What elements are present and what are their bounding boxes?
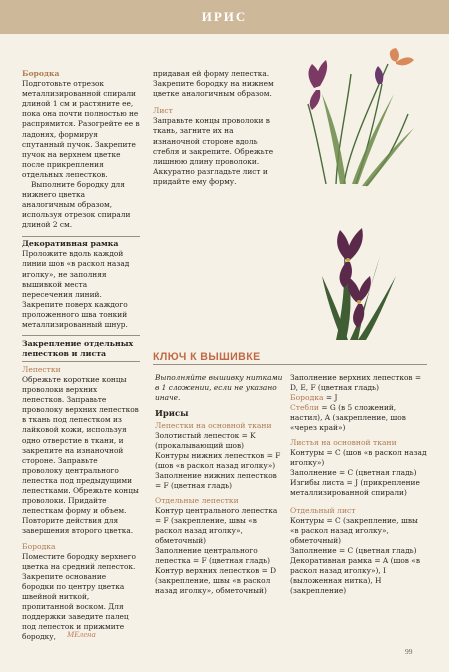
- frame-paragraph: Проложите вдоль каждой линии шов «в раскол назад иголку», не заполняя вышивкой места пересечения линий. Закрепите поверх каждого проложенного шва тонкий металлизированный шнур.: [22, 249, 130, 330]
- iris-embroidery-illustration: [316, 216, 406, 342]
- key-line: Заполнение = C (цветная гладь): [290, 468, 417, 477]
- frame-heading: Декоративная рамка: [22, 239, 119, 249]
- signature: МЕлена: [67, 629, 96, 639]
- main-fabric-petals-subheading: Лепестки на основной ткани: [155, 421, 272, 430]
- beard-paragraph: Подготовьте отрезок металлизированной спирали длиной 1 см и растяните ее, пока она почти полностью не распрямится. Разогрейте ее в ладонях, формируя спутанный пучок. Закрепите пучок на верхнем цветке после прикрепления отдельных лепестков.: [22, 79, 140, 179]
- column-middle: [153, 69, 278, 187]
- section-divider: [22, 335, 140, 336]
- leaf-paragraph: Заправьте концы проволоки в ткань, загните их на изнаночной стороне вдоль стебля и закрепите. Обрежьте лишнюю длину проволоки. Аккуратно разгладьте лист и придайте ему форму.: [153, 116, 274, 186]
- key-line: Золотистый лепесток = K (прокалывающий шов): [155, 431, 256, 450]
- key-line: Заполнение = C (цветная гладь): [290, 546, 417, 555]
- key-line: Контуры = C (закрепление, швы «в раскол назад иголку», обметочный): [290, 516, 418, 545]
- separate-leaf-subheading: Отдельный лист: [290, 506, 356, 515]
- beard-subheading: Бородка: [22, 69, 60, 78]
- page-number: 99: [405, 647, 413, 656]
- attach-heading: Закрепление отдельных лепестков и листа: [22, 338, 134, 359]
- key-line-beard: [290, 393, 427, 403]
- key-line: Декоративная рамка = A (шов «в раскол назад иголку»), I (выложенная нитка), H (закрепление): [290, 556, 420, 595]
- key-line: Заполнение верхних лепестков = D, E, F (цветная гладь): [290, 373, 422, 392]
- stems-label: Стебли: [290, 403, 319, 412]
- section-divider: [22, 361, 140, 362]
- beard-label: Бородка: [290, 393, 324, 402]
- section-divider: [22, 236, 140, 237]
- key-line: Заполнение нижних лепестков = F (цветная гладь): [155, 471, 277, 490]
- embroidery-key-heading: КЛЮЧ К ВЫШИВКЕ: [153, 351, 261, 363]
- beard-paragraph-2: Выполните бородку для нижнего цветка аналогичным образом, используя отрезок спирали длиной 2 см.: [22, 180, 131, 230]
- stems-value: = G (в 5 сложений, настил), A (закрепление, шов «через край»): [290, 403, 406, 432]
- beard-paragraph-3: Поместите бородку верхнего цветка на средний лепесток. Закрепите основание бородки по центру цветка швейной ниткой, пропитанной воском. Для поддержки заведите палец под лепесток и прижмите бородку,: [22, 551, 136, 642]
- key-line: Контуры = C (шов «в раскол назад иголку»): [290, 448, 427, 467]
- beard-value: = J: [323, 393, 338, 402]
- key-column-right: [290, 373, 427, 596]
- beard-subheading-2: Бородка: [22, 541, 56, 551]
- petals-subheading: Лепестки: [22, 364, 61, 374]
- leaf-subheading: Лист: [153, 106, 173, 116]
- key-line: Контуры нижних лепестков = F (шов «в раскол назад иголку»): [155, 451, 281, 470]
- key-divider: [153, 364, 427, 365]
- key-intro: Выполняйте вышивку нитками в 1 сложении, если не указано иначе.: [155, 373, 283, 402]
- key-column-left: [155, 373, 283, 596]
- key-line: Заполнение центрального лепестка = F (цветная гладь): [155, 546, 271, 565]
- continued-paragraph: придавая ей форму лепестка. Закрепите бородку на нижнем цветке аналогичным образом.: [153, 69, 274, 99]
- page-header: [0, 0, 449, 34]
- iris-sketch-illustration: [296, 44, 428, 192]
- irises-heading: Ирисы: [155, 408, 189, 418]
- chapter-title: ИРИС: [201, 9, 248, 24]
- key-line: Изгибы листа = J (прикрепление металлизированной спирали): [290, 478, 420, 497]
- separate-petals-subheading: Отдельные лепестки: [155, 496, 239, 505]
- column-left: [22, 69, 140, 642]
- key-line: Контур верхних лепестков = D (закрепление, швы «в раскол назад иголку», обметочный): [155, 566, 277, 595]
- petals-paragraph: Обрежьте короткие концы проволоки верхних лепестков. Заправьте проволоку верхних лепестков в ткань под лепестком из лайковой кожи, используя одно отверстие в ткани, и закрепите на изнаночной стороне. Заправьте проволоку центрального лепестка под предыдущими лепестками. Обрежьте концы проволоки. Придайте лепесткам форму и объем. Повторите действия для завершения второго цветка.: [22, 375, 139, 536]
- main-fabric-leaves-subheading: Листья на основной ткани: [290, 438, 397, 447]
- key-line: Контур центрального лепестка = F (закрепление, швы «в раскол назад иголку», обметочный): [155, 506, 278, 545]
- key-line-stems: [290, 403, 427, 433]
